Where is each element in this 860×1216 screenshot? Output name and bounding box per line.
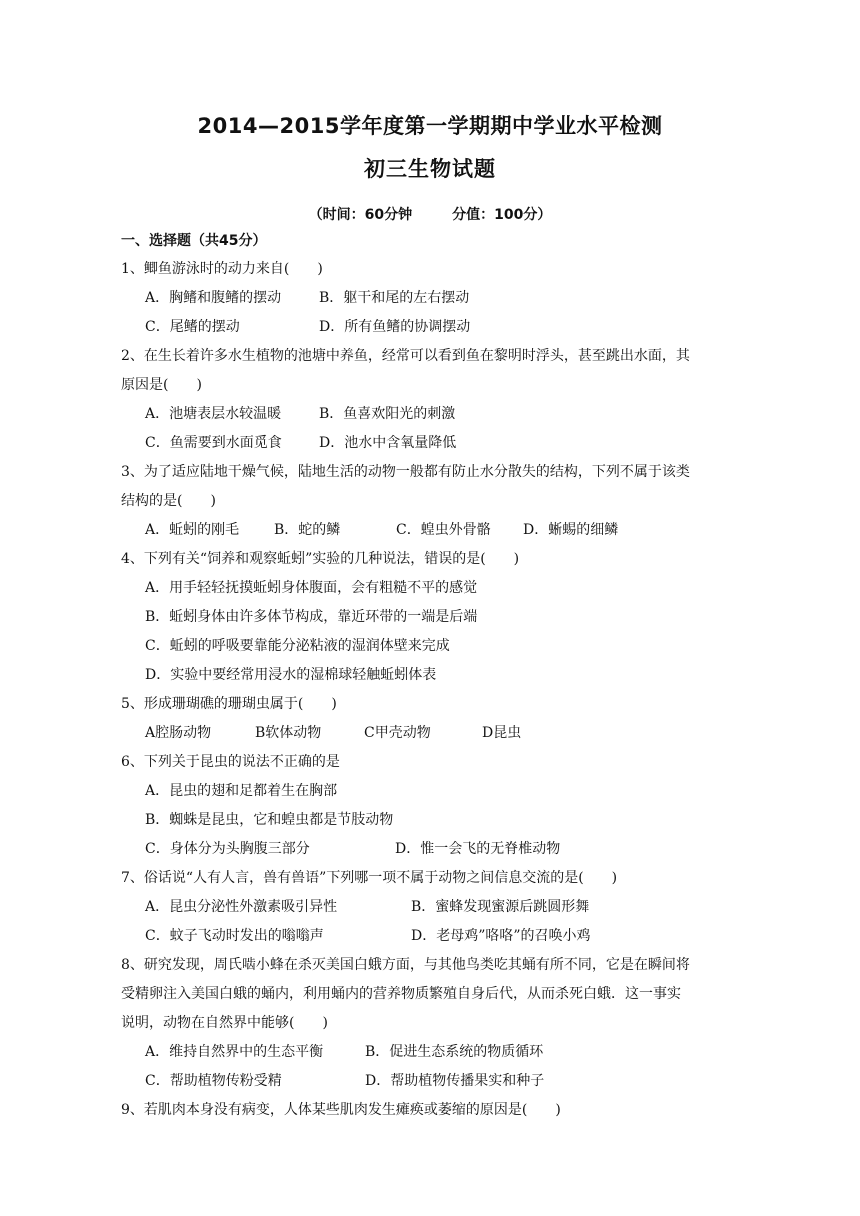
q4-option-b: B．蚯蚓身体由许多体节构成，靠近环带的一端是后端	[145, 609, 478, 625]
question-7: 7、俗话说“人有人言，兽有兽语”下列哪一项不属于动物之间信息交流的是( )	[121, 870, 618, 886]
question-4: 4、下列有关“饲养和观察蚯蚓”实验的几种说法，错误的是( )	[121, 551, 520, 567]
exam-meta	[0, 204, 860, 224]
q2-option-d: D．池水中含氧量降低	[319, 435, 457, 451]
question-3-cont: 结构的是( )	[121, 493, 216, 509]
q5-option-b: B软体动物	[255, 725, 322, 741]
exam-subtitle: 初三生物试题	[364, 157, 496, 181]
q8-option-d: D．帮助植物传播果实和种子	[365, 1073, 545, 1089]
q6-option-b: B．蜘蛛是昆虫，它和蝗虫都是节肢动物	[145, 812, 394, 828]
q7-option-c: C．蚊子飞动时发出的嗡嗡声	[145, 928, 324, 944]
q7-option-b: B．蜜蜂发现蜜源后跳圆形舞	[411, 899, 590, 915]
section-heading: 一、选择题（共45分）	[121, 233, 267, 249]
q5-option-d: D昆虫	[482, 725, 522, 741]
question-3: 3、为了适应陆地干燥气候，陆地生活的动物一般都有防止水分散失的结构，下列不属于该类	[121, 464, 690, 480]
q8-option-c: C．帮助植物传粉受精	[145, 1073, 282, 1089]
q4-option-a: A．用手轻轻抚摸蚯蚓身体腹面，会有粗糙不平的感觉	[145, 580, 478, 596]
question-1: 1、鲫鱼游泳时的动力来自( )	[121, 261, 323, 277]
q3-option-d: D．蜥蜴的细鳞	[523, 522, 619, 538]
q7-option-d: D．老母鸡”咯咯”的召唤小鸡	[411, 928, 591, 944]
q2-option-c: C．鱼需要到水面觅食	[145, 435, 282, 451]
q8-option-b: B．促进生态系统的物质循环	[365, 1044, 544, 1060]
q4-option-d: D．实验中要经常用浸水的湿棉球轻触蚯蚓体表	[145, 667, 437, 683]
exam-title: 2014—2015学年度第一学期期中学业水平检测	[197, 114, 663, 138]
q3-option-a: A．蚯蚓的刚毛	[145, 522, 240, 538]
question-8: 8、研究发现，周氏啮小蜂在杀灭美国白蛾方面，与其他鸟类吃其蛹有所不同，它是在瞬间将	[121, 957, 690, 973]
q8-option-a: A．维持自然界中的生态平衡	[145, 1044, 324, 1060]
question-2-cont: 原因是( )	[121, 377, 202, 393]
question-6: 6、下列关于昆虫的说法不正确的是	[121, 754, 340, 770]
q2-option-a: A．池塘表层水较温暖	[145, 406, 282, 422]
q6-option-c: C．身体分为头胸腹三部分	[145, 841, 310, 857]
question-2: 2、在生长着许多水生植物的池塘中养鱼，经常可以看到鱼在黎明时浮头，甚至跳出水面，其	[121, 348, 690, 364]
question-8-cont-2: 说明，动物在自然界中能够( )	[121, 1015, 328, 1031]
q5-option-c: C甲壳动物	[364, 725, 431, 741]
q3-option-b: B．蛇的鳞	[274, 522, 341, 538]
q6-option-d: D．惟一会飞的无脊椎动物	[395, 841, 561, 857]
q1-option-c: C．尾鳍的摆动	[145, 319, 240, 335]
q1-option-a: A．胸鳍和腹鳍的摆动	[145, 290, 282, 306]
exam-score: 分值：100分）	[452, 207, 552, 223]
q2-option-b: B．鱼喜欢阳光的刺激	[319, 406, 456, 422]
question-5: 5、形成珊瑚礁的珊瑚虫属于( )	[121, 696, 337, 712]
question-9: 9、若肌肉本身没有病变，人体某些肌肉发生瘫痪或萎缩的原因是( )	[121, 1102, 561, 1118]
q6-option-a: A．昆虫的翅和足都着生在胸部	[145, 783, 338, 799]
question-8-cont-1: 受精卵注入美国白蛾的蛹内，利用蛹内的营养物质繁殖自身后代，从而杀死白蛾．这一事实	[121, 986, 681, 1002]
q1-option-d: D．所有鱼鳍的协调摆动	[319, 319, 471, 335]
q1-option-b: B．躯干和尾的左右摆动	[319, 290, 470, 306]
q4-option-c: C．蚯蚓的呼吸要靠能分泌粘液的湿润体壁来完成	[145, 638, 450, 654]
exam-time: （时间：60分钟	[308, 207, 413, 223]
q5-option-a: A腔肠动物	[145, 725, 212, 741]
q3-option-c: C．蝗虫外骨骼	[396, 522, 491, 538]
q7-option-a: A．昆虫分泌性外激素吸引异性	[145, 899, 338, 915]
